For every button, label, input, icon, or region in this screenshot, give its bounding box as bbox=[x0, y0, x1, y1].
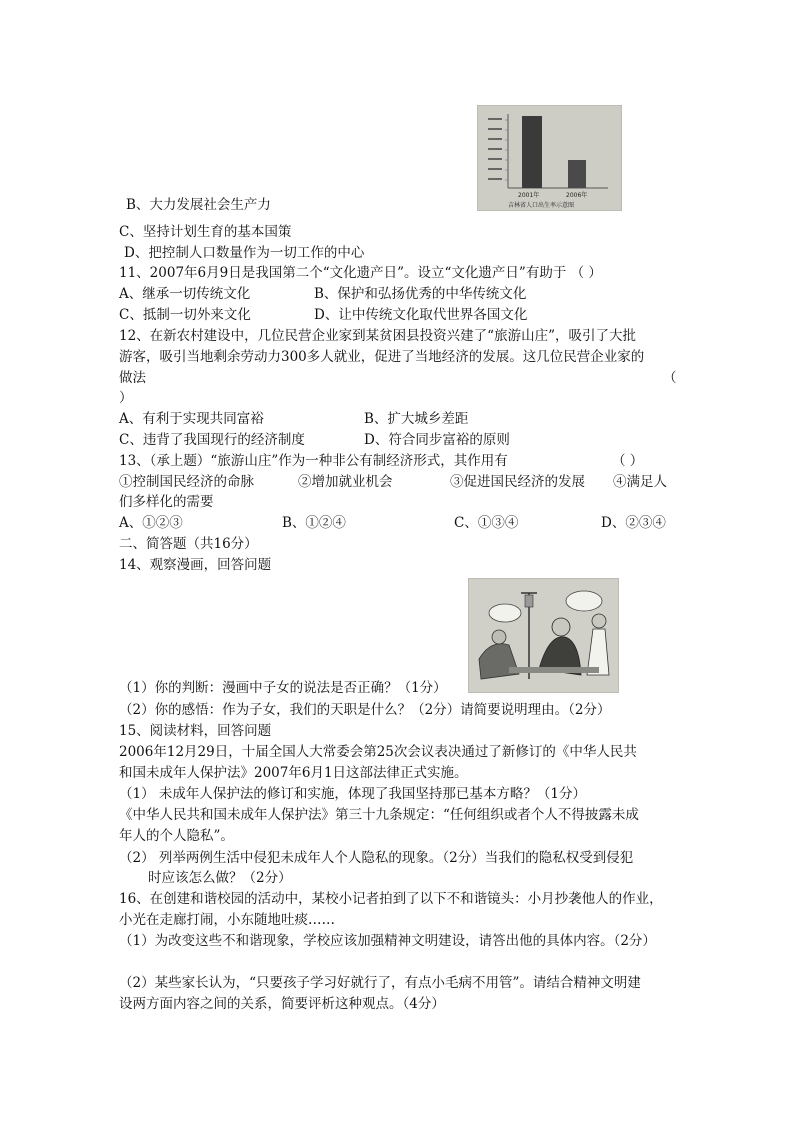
population-chart-image bbox=[477, 105, 622, 211]
q10-option-c: C、坚持计划生育的基本国策 bbox=[119, 224, 292, 240]
q13-option-d: D、②③④ bbox=[601, 515, 666, 531]
q11-stem: 11、2007年6月9日是我国第二个“文化遗产日”。设立“文化遗产日”有助于 （ ） bbox=[119, 265, 602, 281]
q12-stem-line1: 12、在新农村建设中，几位民营企业家到某贫困县投资兴建了“旅游山庄”，吸引了大批 bbox=[119, 328, 636, 344]
q12-stem-line2: 游客，吸引当地剩余劳动力300多人就业，促进了当地经济的发展。这几位民营企业家的 bbox=[119, 349, 645, 365]
q16-sub-2-line2: 设两方面内容之间的关系，简要评析这种观点。（4分） bbox=[119, 996, 445, 1012]
q15-material-line1: 2006年12月29日，十届全国人大常委会第25次会议表决通过了新修订的《中华人民共 bbox=[119, 744, 637, 760]
q11-option-b: B、保护和弘扬优秀的中华传统文化 bbox=[314, 286, 527, 302]
q15-material-line3: 《中华人民共和国未成年人保护法》第三十九条规定：“任何组织或者个人不得披露未成 bbox=[119, 807, 639, 823]
q11-option-a: A、继承一切传统文化 bbox=[119, 286, 251, 302]
q12-option-c: C、违背了我国现行的经济制度 bbox=[119, 432, 305, 448]
cartoon-image bbox=[468, 578, 619, 693]
q15-sub-1: （1） 未成年人保护法的修订和实施，体现了我国坚持那已基本方略？（1分） bbox=[119, 786, 586, 802]
q15-sub-2-continued: 时应该怎么做？（2分） bbox=[148, 870, 292, 886]
q15-stem: 15、阅读材料，回答问题 bbox=[119, 723, 272, 739]
q13-stem: 13、（承上题）“旅游山庄”作为一种非公有制经济形式，其作用有 bbox=[119, 453, 508, 469]
q15-sub-2: （2） 列举两例生活中侵犯未成年人个人隐私的现象。（2分）当我们的隐私权受到侵犯 bbox=[119, 850, 634, 866]
q12-answer-paren-open: （ bbox=[663, 370, 677, 386]
q14-stem: 14、观察漫画，回答问题 bbox=[119, 557, 272, 573]
q13-option-c: C、①③④ bbox=[454, 515, 519, 531]
q12-option-a: A、有利于实现共同富裕 bbox=[119, 411, 264, 427]
q13-option-b: B、①②④ bbox=[282, 515, 346, 531]
q13-option-a: A、①②③ bbox=[119, 515, 183, 531]
q14-sub-2: （2）你的感悟：作为子女，我们的天职是什么？（2分）请简要说明理由。（2分） bbox=[119, 702, 611, 718]
q12-stem-line3: 做法 bbox=[119, 370, 146, 386]
q16-stem-line1: 16、在创建和谐校园的活动中，某校小记者拍到了以下不和谐镜头：小月抄袭他人的作业， bbox=[119, 891, 663, 907]
q13-item-3: ③促进国民经济的发展 bbox=[450, 474, 585, 490]
chart-caption: 吉林省人口出生率示意图 bbox=[508, 202, 575, 209]
q16-stem-line2: 小光在走廊打闹，小东随地吐痰…… bbox=[119, 912, 335, 928]
q12-option-b: B、扩大城乡差距 bbox=[364, 411, 469, 427]
q16-sub-2-line1: （2）某些家长认为，“只要孩子学习好就行了，有点小毛病不用管”。请结合精神文明建 bbox=[119, 975, 641, 991]
q13-answer-paren: （ ） bbox=[612, 453, 644, 469]
q14-sub-1: （1）你的判断：漫画中子女的说法是否正确？（1分） bbox=[119, 680, 447, 696]
q13-item-2: ②增加就业机会 bbox=[298, 474, 393, 490]
q12-answer-paren-close: ） bbox=[119, 390, 133, 406]
q13-item-1: ①控制国民经济的命脉 bbox=[119, 474, 254, 490]
q11-option-c: C、抵制一切外来文化 bbox=[119, 307, 251, 323]
q15-material-line4: 年人的个人隐私”。 bbox=[119, 828, 234, 844]
section-2-title: 二、简答题（共16分） bbox=[119, 536, 258, 552]
q13-item-4: ④满足人 bbox=[613, 474, 667, 490]
q10-option-d: D、把控制人口数量作为一切工作的中心 bbox=[124, 245, 365, 261]
bar-2001 bbox=[522, 116, 542, 188]
q12-option-d: D、符合同步富裕的原则 bbox=[364, 432, 510, 448]
q15-material-line2: 和国未成年人保护法》2007年6月1日这部法律正式实施。 bbox=[119, 765, 468, 781]
bar-2006 bbox=[568, 160, 586, 188]
xlabel-2001: 2001年 bbox=[518, 192, 540, 199]
xlabel-2006: 2006年 bbox=[566, 192, 588, 199]
q10-option-b: B、大力发展社会生产力 bbox=[126, 197, 271, 213]
q16-sub-1: （1）为改变这些不和谐现象，学校应该加强精神文明建设，请答出他的具体内容。（2分） bbox=[119, 933, 656, 949]
q11-option-d: D、让中传统文化取代世界各国文化 bbox=[314, 307, 528, 323]
q13-item-4-continued: 们多样化的需要 bbox=[119, 494, 214, 510]
